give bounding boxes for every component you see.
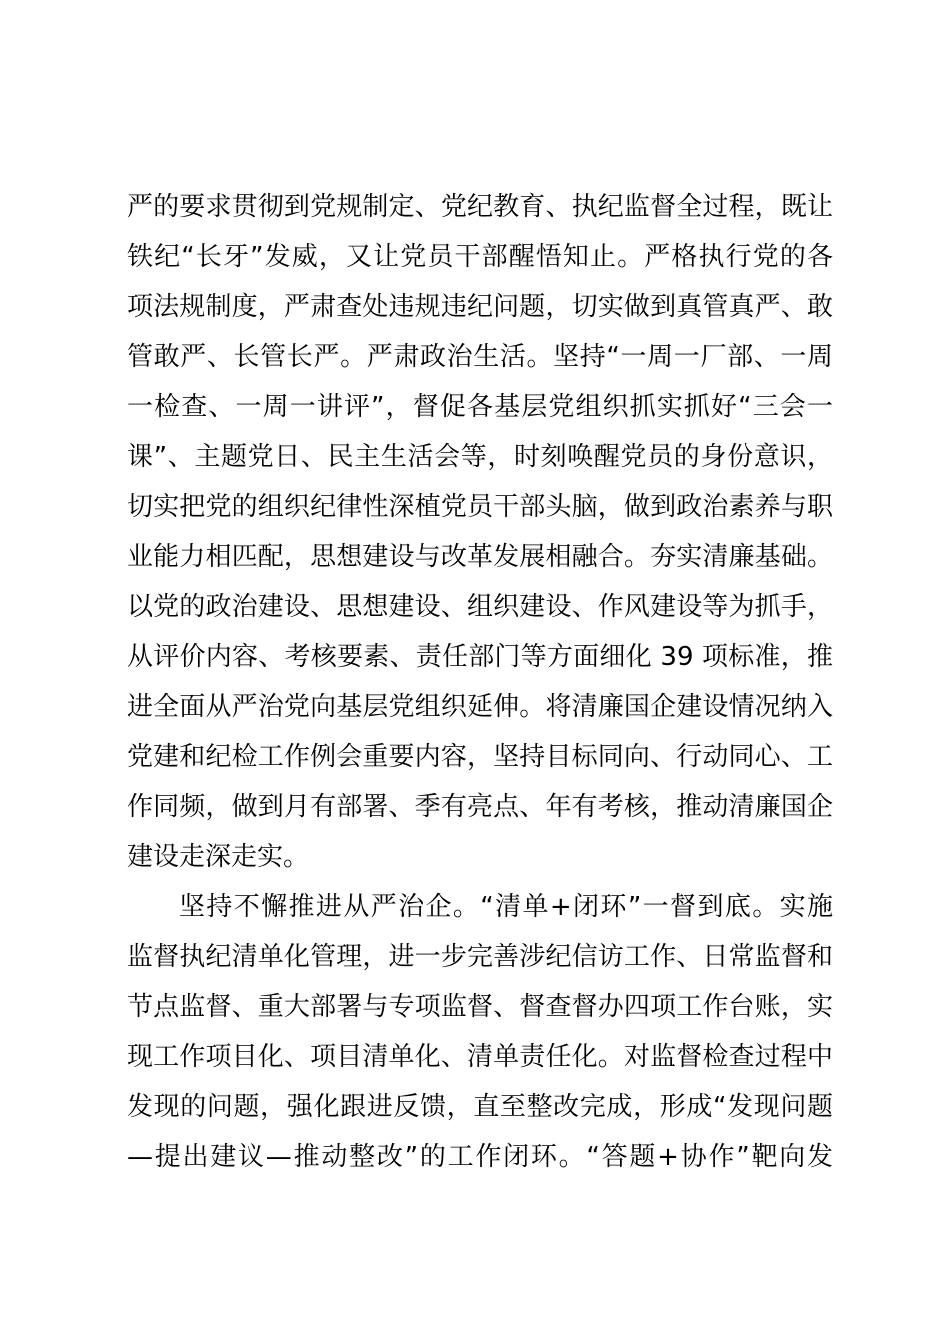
text-line: 以党的政治建设、思想建设、组织建设、作风建设等为抓手， bbox=[127, 592, 833, 622]
text-line: 作同频，做到月有部署、季有亮点、年有考核，推动清廉国企 bbox=[127, 792, 833, 822]
paragraph-2 bbox=[127, 882, 833, 1182]
text-line: 坚持不懈推进从严治企。“清单+闭环”一督到底。实施 bbox=[179, 892, 833, 922]
text-line: 铁纪“长牙”发威，又让党员干部醒悟知止。严格执行党的各 bbox=[127, 242, 833, 272]
text-line: 节点监督、重大部署与专项监督、督查督办四项工作台账，实 bbox=[127, 992, 833, 1022]
text-line: 监督执纪清单化管理，进一步完善涉纪信访工作、日常监督和 bbox=[127, 942, 833, 972]
text-line: 从评价内容、考核要素、责任部门等方面细化 39 项标准，推 bbox=[127, 642, 833, 672]
text-line: 课”、主题党日、民主生活会等，时刻唤醒党员的身份意识， bbox=[127, 442, 833, 472]
text-line: 切实把党的组织纪律性深植党员干部头脑，做到政治素养与职 bbox=[127, 492, 833, 522]
text-line: —提出建议—推动整改”的工作闭环。“答题+协作”靶向发 bbox=[127, 1142, 833, 1172]
text-line: 一检查、一周一讲评”，督促各基层党组织抓实抓好“三会一 bbox=[127, 392, 833, 422]
text-line: 现工作项目化、项目清单化、清单责任化。对监督检查过程中 bbox=[127, 1042, 833, 1072]
text-line: 发现的问题，强化跟进反馈，直至整改完成，形成“发现问题 bbox=[127, 1092, 833, 1122]
text-line: 业能力相匹配，思想建设与改革发展相融合。夯实清廉基础。 bbox=[127, 542, 833, 572]
text-line: 党建和纪检工作例会重要内容，坚持目标同向、行动同心、工 bbox=[127, 742, 833, 772]
text-line: 建设走深走实。 bbox=[127, 842, 310, 872]
text-line: 进全面从严治党向基层党组织延伸。将清廉国企建设情况纳入 bbox=[127, 692, 833, 722]
paragraph-1 bbox=[127, 182, 833, 882]
text-line: 项法规制度，严肃查处违规违纪问题，切实做到真管真严、敢 bbox=[127, 292, 833, 322]
text-line: 管敢严、长管长严。严肃政治生活。坚持“一周一厂部、一周 bbox=[127, 342, 833, 372]
text-line: 严的要求贯彻到党规制定、党纪教育、执纪监督全过程，既让 bbox=[127, 192, 833, 222]
